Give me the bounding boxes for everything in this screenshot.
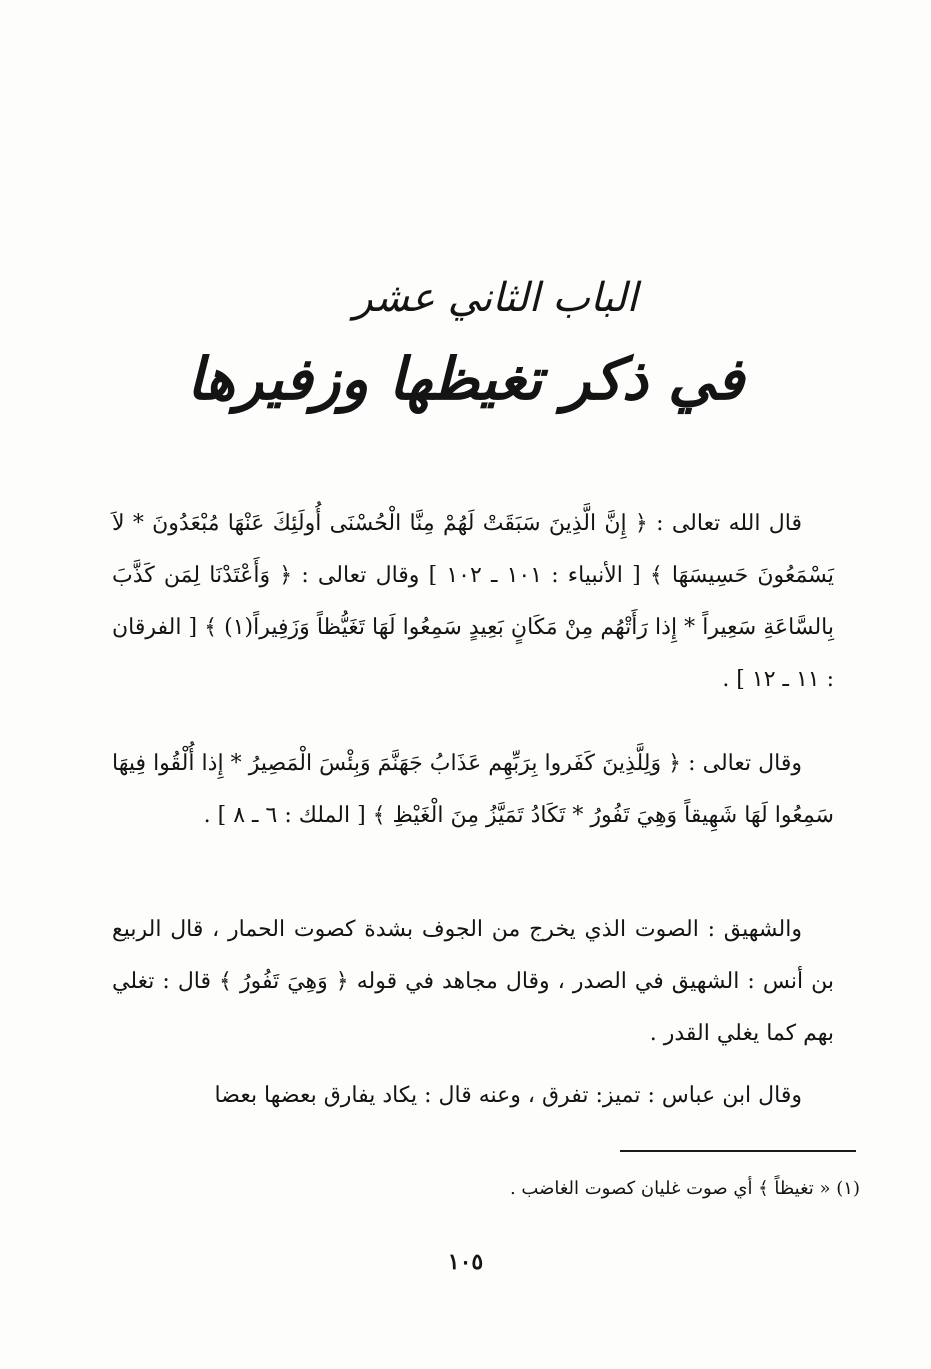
paragraph-4-block [112,1070,834,1122]
chapter-heading [0,268,931,424]
chapter-title: في ذكر تغيظها وزفيرها [186,345,745,413]
paragraph: وقال ابن عباس : تميز: تفرق ، وعنه قال : يكاد يفارق بعضها بعضا [214,1083,802,1108]
paragraph: وقال تعالى : ﴿ وَلِلَّذِينَ كَفَروا بِرَبِّهِم عَذَابُ جَهَنَّمَ وَبِئْسَ الْمَصِيرُ * إِذا أُلْقُوا فِيهَا سَمِعُوا لَهَا شَهِيقاً وَهِيَ تَفُورُ * تَكَادُ تَمَيَّزُ مِنَ الْغَيْظِ ﴾ [ الملك : ٦ ـ ٨ ] . [112,751,834,828]
paragraph: والشهيق : الصوت الذي يخرج من الجوف بشدة كصوت الحمار ، قال الربيع بن أنس : الشهيق في الصدر ، وقال مجاهد في قوله ﴿ وَهِيَ تَفُورُ ﴾ قال : تغلي بهم كما يغلي القدر . [112,917,834,1046]
footnote-divider [620,1150,856,1152]
paragraph-3-block [112,904,834,1060]
footnote: (١) « تغيظاً ﴾ أي صوت غليان كصوت الغاضب . [509,1178,860,1199]
paragraph: قال الله تعالى : ﴿ إِنَّ الَّذِينَ سَبَقَتْ لَهُمْ مِنَّا الْحُسْنَى أُولَئِكَ عَنْهَا مُبْعَدُونَ * لاَ يَسْمَعُونَ حَسِيسَهَا ﴾ [ الأنبياء : ١٠١ ـ ١٠٢ ] وقال تعالى : ﴿ وَأَعْتَدْنَا لِمَن كَذَّبَ بِالسَّاعَةِ سَعِيراً * إِذا رَأَتْهُم مِنْ مَكَانٍ بَعِيدٍ سَمِعُوا لَهَا تَغَيُّظاً وَزَفِيراً(١) ﴾ [ الفرقان : ١١ ـ ١٢ ] . [112,511,835,692]
page-number: ١٠٥ [447,1249,484,1275]
paragraph-1-block [112,498,834,706]
paragraph-2-block [112,738,834,842]
chapter-number: الباب الثاني عشر [353,275,638,321]
